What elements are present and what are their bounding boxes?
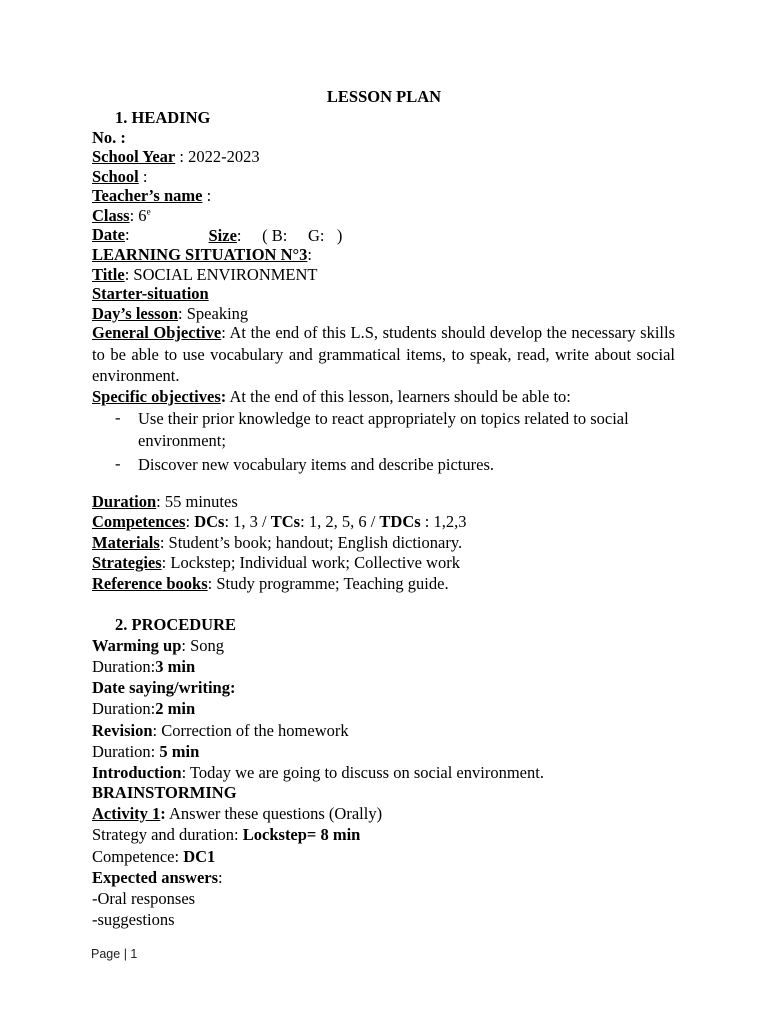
duration-label: Duration:: [92, 699, 156, 718]
duration-label: Duration:: [92, 742, 160, 761]
reference-books-label: Reference books: [92, 574, 208, 593]
date-value: :: [124, 225, 130, 244]
page-number: 1: [130, 947, 138, 961]
competence-line: [92, 847, 215, 867]
class-line: [92, 206, 151, 226]
date-label: Date: [92, 225, 125, 244]
duration-warming-line: [92, 657, 195, 677]
title-value: : SOCIAL ENVIRONMENT: [124, 265, 318, 284]
days-lesson-line: [92, 304, 248, 324]
warming-up-label: Warming up: [92, 636, 182, 655]
duration-label: Duration:: [92, 657, 156, 676]
competence-value: DC1: [183, 847, 216, 866]
expected-answers-label: Expected answers: [92, 868, 219, 887]
duration-line: [92, 492, 238, 512]
days-lesson-label: Day’s lesson: [92, 304, 179, 323]
document-title: LESSON PLAN: [326, 87, 442, 106]
bullet-dash: -: [115, 408, 121, 427]
learning-situation-value: :: [307, 245, 312, 264]
dcs-label: DCs: [194, 512, 225, 531]
page-label: Page: [91, 947, 121, 961]
revision-value: : Correction of the homework: [152, 721, 349, 740]
bullet-item: Use their prior knowledge to react appropriately on topics related to social environment;: [138, 409, 629, 450]
specific-objectives-colon: :: [220, 387, 227, 406]
tdcs-label: TDCs: [379, 512, 421, 531]
general-objective-value: : At the end of this L.S, students should develop the necessary skills to be able to use vocabulary and grammatical items, to speak, read, write about social environment.: [92, 323, 675, 385]
oral-responses: -Oral responses: [92, 889, 196, 908]
dcs-value: : 1, 3 /: [224, 512, 271, 531]
title-line: [92, 265, 318, 285]
days-lesson-value: : Speaking: [178, 304, 249, 323]
date-line: [92, 225, 130, 245]
class-superscript: e: [146, 206, 151, 217]
school-year-label: School Year: [92, 147, 176, 166]
duration-value: 5 min: [159, 742, 200, 761]
revision-label: Revision: [92, 721, 153, 740]
expected-answers-line: [92, 868, 223, 888]
materials-label: Materials: [92, 533, 160, 552]
school-line: [92, 167, 147, 187]
tcs-label: TCs: [270, 512, 301, 531]
duration-value: 2 min: [155, 699, 196, 718]
school-label: School: [92, 167, 139, 186]
bullet-item: Discover new vocabulary items and describe pictures.: [138, 455, 494, 474]
activity-1-value: Answer these questions (Orally): [165, 804, 383, 823]
competences-colon: :: [185, 512, 195, 531]
duration-date-line: [92, 699, 195, 719]
learning-situation-line: [92, 245, 312, 265]
date-saying-label: Date saying/writing:: [92, 678, 236, 697]
materials-value: : Student’s book; handout; English dictionary.: [159, 533, 463, 552]
duration-revision-line: [92, 742, 199, 762]
school-value: :: [138, 167, 148, 186]
tcs-value: : 1, 2, 5, 6 /: [300, 512, 380, 531]
general-objective-paragraph: [92, 322, 675, 387]
section-heading: 2. PROCEDURE: [115, 615, 237, 634]
reference-books-line: [92, 574, 449, 594]
school-year-line: [92, 147, 260, 167]
activity-1-line: [92, 804, 382, 824]
teacher-label: Teacher’s name: [92, 186, 203, 205]
competences-line: [92, 512, 467, 532]
activity-1-colon: :: [160, 804, 166, 823]
materials-line: [92, 533, 462, 553]
competence-label: Competence:: [92, 847, 184, 866]
page-separator: |: [123, 947, 127, 961]
introduction-label: Introduction: [92, 763, 182, 782]
class-value: : 6: [129, 206, 147, 225]
expected-answers-colon: :: [218, 868, 223, 887]
activity-1-label: Activity 1: [92, 804, 161, 823]
general-objective-label: General Objective: [92, 323, 222, 342]
suggestions: -suggestions: [92, 910, 175, 929]
tdcs-value: : 1,2,3: [420, 512, 467, 531]
warming-up-value: : Song: [181, 636, 225, 655]
strategy-label: Strategy and duration:: [92, 825, 243, 844]
specific-objectives-line: [92, 387, 571, 407]
school-year-value: : 2022-2023: [175, 147, 260, 166]
specific-objectives-value: At the end of this lesson, learners should be able to:: [226, 387, 571, 406]
specific-objectives-label: Specific objectives: [92, 387, 221, 406]
brainstorming-heading: BRAINSTORMING: [92, 783, 237, 802]
size-label: Size: [208, 226, 237, 245]
starter-situation: Starter-situation: [92, 284, 209, 303]
teacher-value: :: [202, 186, 212, 205]
reference-books-value: : Study programme; Teaching guide.: [207, 574, 449, 593]
duration-label: Duration: [92, 492, 157, 511]
strategies-line: [92, 553, 460, 573]
teacher-line: [92, 186, 211, 206]
strategies-value: : Lockstep; Individual work; Collective work: [161, 553, 460, 572]
duration-value: 3 min: [155, 657, 196, 676]
competences-label: Competences: [92, 512, 186, 531]
bullet-dash: -: [115, 454, 121, 473]
title-label: Title: [92, 265, 125, 284]
introduction-value: : Today we are going to discuss on social environment.: [181, 763, 544, 782]
strategy-duration-line: [92, 825, 360, 845]
warming-up-line: [92, 636, 224, 656]
introduction-line: [92, 763, 544, 783]
strategies-label: Strategies: [92, 553, 162, 572]
revision-line: [92, 721, 349, 741]
duration-value: : 55 minutes: [156, 492, 238, 511]
section-heading: 1. HEADING: [115, 108, 211, 127]
strategy-value: Lockstep= 8 min: [242, 825, 361, 844]
size-value: : ( B: G: ): [236, 226, 343, 245]
learning-situation-label: LEARNING SITUATION N°3: [92, 245, 308, 264]
class-label: Class: [92, 206, 130, 225]
page-footer: [91, 947, 137, 961]
no-label: No. :: [92, 128, 126, 147]
